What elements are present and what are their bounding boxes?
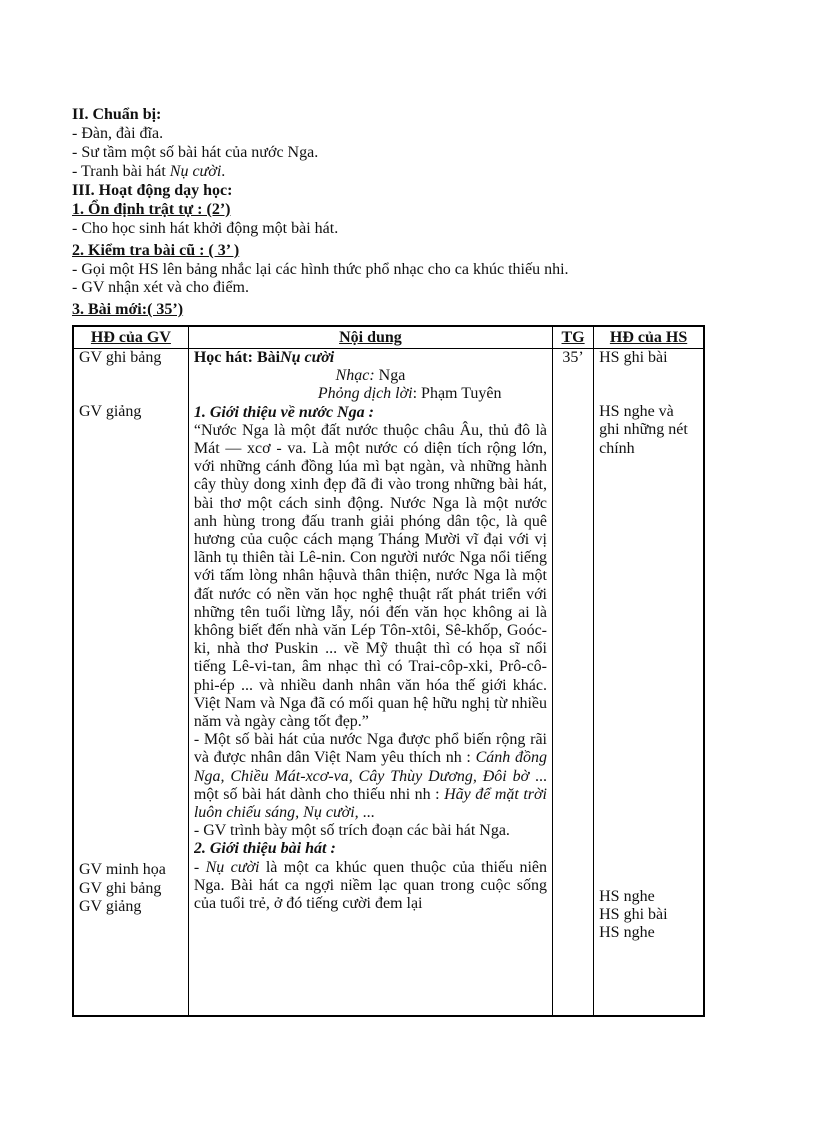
- popular-songs-intro: - Một số bài hát của nước Nga được phổ biến rộng rãi và được nhân dân Việt Nam yêu thích nh :: [193, 731, 547, 767]
- music-label: Nhạc:: [335, 367, 375, 385]
- section-1-title: 1. Giới thiệu về nước Nga :: [193, 403, 374, 421]
- prep-item-1: - Đàn, đài đĩa.: [72, 125, 164, 142]
- gv-note-4: GV ghi bảng: [79, 879, 162, 897]
- lesson-table: [72, 325, 705, 1017]
- song-title: [194, 349, 547, 367]
- prep-item-3-end: .: [221, 163, 226, 180]
- gv-note-2: GV giảng: [79, 403, 142, 421]
- prep-item-2: - Sư tầm một số bài hát của nước Nga.: [72, 144, 319, 161]
- content-cell: [188, 349, 552, 1017]
- section-heading-activities: III. Hoạt động dạy học:: [72, 182, 233, 199]
- excerpt-paragraph: - GV trình bày một số trích đoạn các bài hát Nga.: [193, 822, 510, 840]
- gv-note-3: GV minh họa: [79, 861, 166, 879]
- song-title-label: Học hát: Bài: [193, 349, 281, 366]
- hs-note-2: HS nghe và ghi những nét chính: [599, 403, 688, 457]
- hs-note-4: HS ghi bài: [599, 906, 668, 924]
- children-songs-ellipsis: ...: [358, 804, 375, 822]
- student-activity-cell: [594, 349, 704, 1017]
- time-value: 35’: [562, 349, 584, 366]
- section-2-body: là một ca khúc quen thuộc của thiếu niên Nga. Bài hát ca ngợi niềm lạc quan trong cuộc sống của tuổi trẻ, ở đó tiếng cười đem lại: [193, 858, 547, 913]
- header-content: Nội dung: [188, 326, 552, 349]
- teacher-activity-cell: [73, 349, 188, 1017]
- hs-note-5: HS nghe: [599, 924, 655, 942]
- song-title-name: Nụ cười: [280, 349, 335, 366]
- prep-item-3-song: Nụ cười: [169, 163, 222, 180]
- section-2-title: 2. Giới thiệu bài hát :: [193, 840, 336, 858]
- music-value: Nga: [374, 367, 406, 385]
- table-row: [73, 349, 704, 1017]
- popular-songs-list: Cánh đồng Nga, Chiều Mát-xcơ-va, Cây Thùy Dương, Đôi bờ: [193, 749, 547, 785]
- lyric-label: Phỏng dịch lời: [317, 385, 413, 403]
- lyric-credit: [194, 385, 547, 403]
- header-student-activity: HĐ của HS: [594, 326, 704, 349]
- section-2-text: - Nụ cười là một ca khúc quen thuộc của thiếu niên Nga. Bài hát ca ngợi niềm lạc quan trong cuộc sống của tuổi trẻ, ở đó tiếng cười đem lại: [193, 858, 547, 913]
- gv-note-5: GV giảng: [79, 897, 142, 915]
- gv-note-1: GV ghi bảng: [79, 349, 162, 366]
- children-songs-intro: ... một số bài hát dành cho thiếu nhi nh :: [193, 767, 547, 803]
- hs-note-3: HS nghe: [599, 887, 655, 905]
- step2-title: 2. Kiểm tra bài cũ : ( 3’ ): [72, 242, 240, 259]
- popular-songs-paragraph: [194, 731, 547, 822]
- section-1-text: “Nước Nga là một đất nước thuộc châu Âu, thủ đô là Mát — xcơ - va. Là một nước có diện tích rộng lớn, với những cánh đồng lúa mì bạt ngàn, và những hành cây thùy dong xinh đẹp đã đi vào trong những bài hát, bài thơ một cách sinh động. Nước Nga là một nước anh hùng trong đấu tranh giải phóng dân tộc, là quê hương của cuộc cách mạng Tháng Mười vĩ đại với vị lãnh tụ thiên tài Lê-nin. Con người nước Nga nổi tiếng với tấm lòng nhân hậuvà thân thiện, nước Nga là một đất nước có nền văn học nghệ thuật rất phát triển với những tên tuổi lừng lẫy, nói đến văn học không ai là không biết đến nhà văn Lép Tôn-xtôi, Sê-khốp, Goóc-ki, nhà thơ Puskin ... về Mỹ thuật thì có họa sĩ nổi tiếng Lê-vi-tan, âm nhạc thì có Trai-côp-xki, Prô-cô-phi-ép ... và nhiều danh nhân văn hóa thế giới khác. Việt Nam và Nga đã có mối quan hệ hữu nghị từ nhiều năm và ngày càng tốt đẹp.”: [193, 421, 547, 731]
- children-songs-list: Hãy để mặt trời luôn chiếu sáng, Nụ cười,: [193, 785, 547, 822]
- header-time: TG: [553, 326, 594, 349]
- prep-item-3: [72, 162, 225, 181]
- time-cell: [553, 349, 594, 1017]
- table-header-row: [73, 326, 704, 349]
- step1-text: - Cho học sinh hát khởi động một bài hát.: [72, 220, 339, 237]
- lyric-value: : Phạm Tuyên: [412, 385, 502, 403]
- header-teacher-activity: HĐ của GV: [73, 326, 188, 349]
- step2-text-1: - Gọi một HS lên bảng nhắc lại các hình thức phổ nhạc cho ca khúc thiếu nhi.: [72, 261, 569, 278]
- step1-title: 1. Ổn định trật tự : (2’): [72, 201, 231, 218]
- step2-text-2: - GV nhận xét và cho điểm.: [72, 279, 249, 296]
- hs-note-1: HS ghi bài: [599, 349, 668, 366]
- step3-title: 3. Bài mới:( 35’): [72, 301, 184, 318]
- section-heading-preparation: II. Chuẩn bị:: [72, 106, 162, 123]
- music-credit: [194, 367, 547, 385]
- prep-item-3-text: - Tranh bài hát: [72, 163, 170, 180]
- section-2-song: Nụ cười: [205, 858, 260, 876]
